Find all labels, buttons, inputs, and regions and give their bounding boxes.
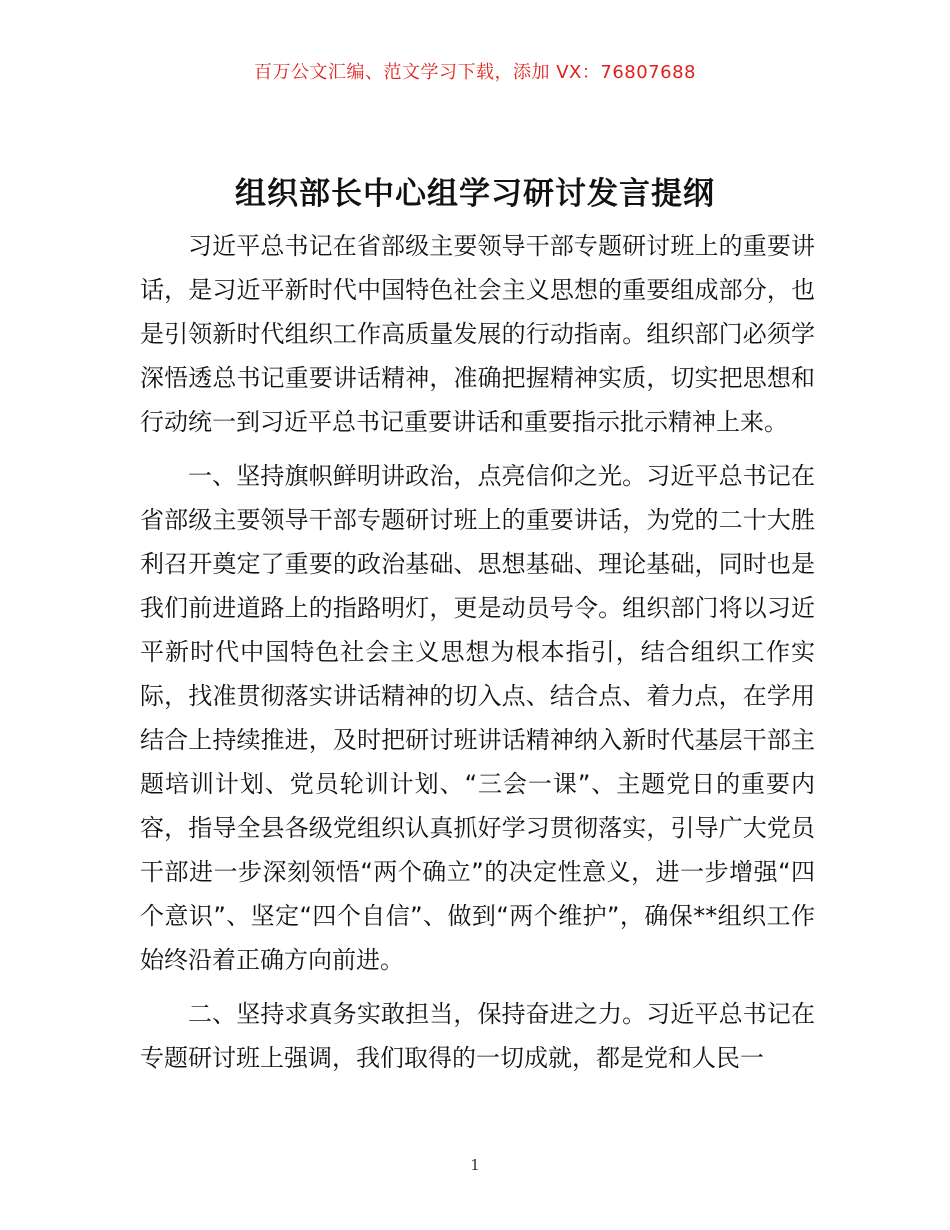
- document-body: [140, 224, 815, 1090]
- header-ad-banner: 百万公文汇编、范文学习下载，添加 VX：76807688: [254, 62, 696, 83]
- paragraph-section-1: 一、坚持旗帜鲜明讲政治，点亮信仰之光。习近平总书记在省部级主要领导干部专题研讨班上的重要讲话，为党的二十大胜利召开奠定了重要的政治基础、思想基础、理论基础，同时也是我们前进道路上的指路明灯，更是动员号令。组织部门将以习近平新时代中国特色社会主义思想为根本指引，结合组织工作实际，找准贯彻落实讲话精神的切入点、结合点、着力点，在学用结合上持续推进，及时把研讨班讲话精神纳入新时代基层干部主题培训计划、党员轮训计划、“三会一课”、主题党日的重要内容，指导全县各级党组织认真抓好学习贯彻落实，引导广大党员干部进一步深刻领悟“两个确立”的决定性意义，进一步增强“四个意识”、坚定“四个自信”、做到“两个维护”，确保**组织工作始终沿着正确方向前进。: [140, 462, 815, 974]
- paragraph-intro: 习近平总书记在省部级主要领导干部专题研讨班上的重要讲话，是习近平新时代中国特色社会主义思想的重要组成部分，也是引领新时代组织工作高质量发展的行动指南。组织部门必须学深悟透总书记重要讲话精神，准确把握精神实质，切实把思想和行动统一到习近平总书记重要讲话和重要指示批示精神上来。: [140, 232, 815, 436]
- document-title: 组织部长中心组学习研讨发言提纲: [235, 176, 715, 212]
- paragraph-section-2: 二、坚持求真务实敢担当，保持奋进之力。习近平总书记在专题研讨班上强调，我们取得的一切成就，都是党和人民一: [140, 1000, 815, 1072]
- page-number: 1: [470, 1156, 480, 1174]
